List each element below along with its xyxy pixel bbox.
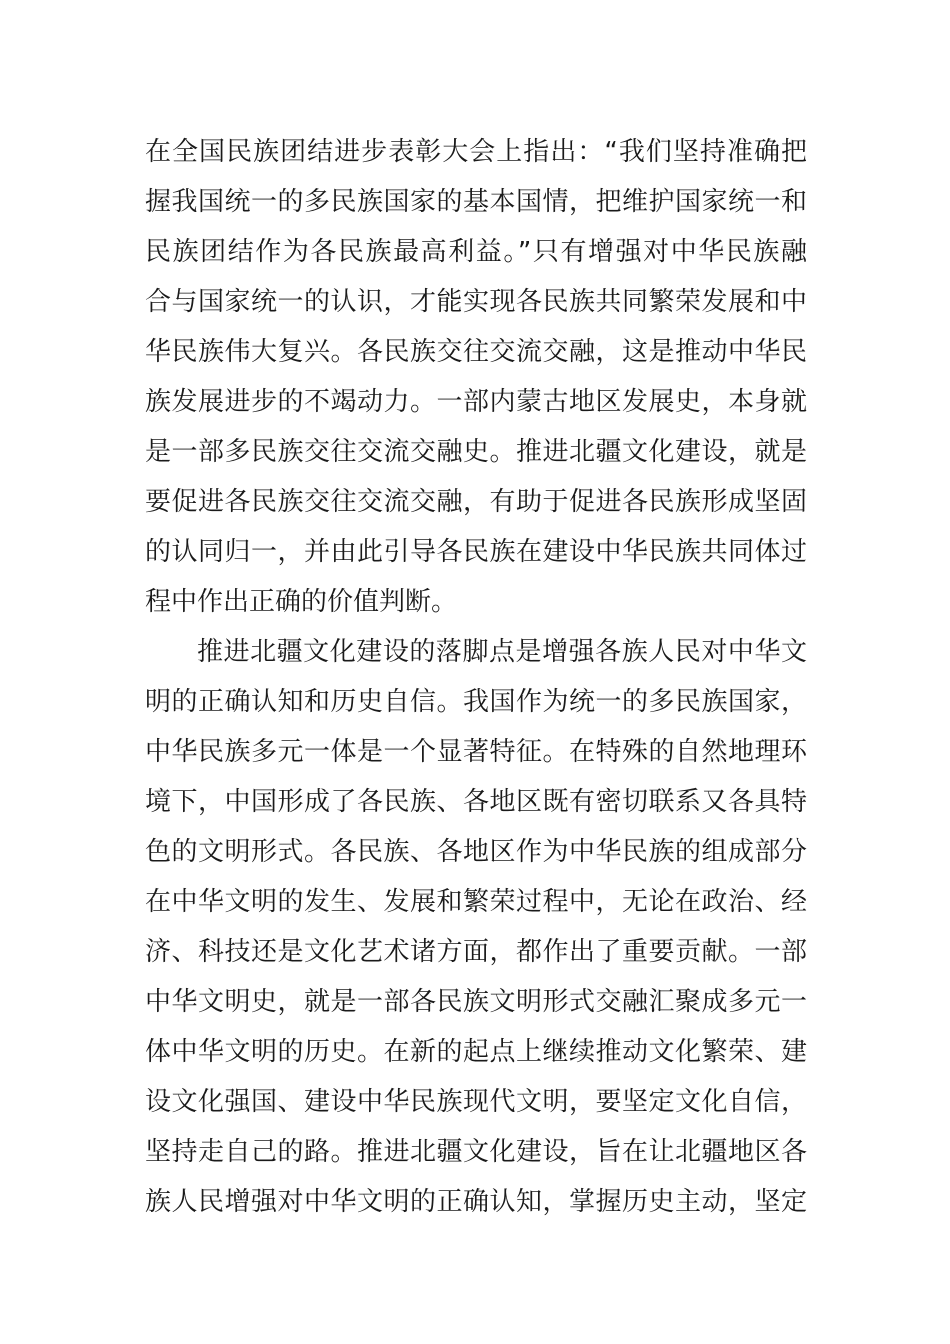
text-line: 的认同归一，并由此引导各民族在建设中华民族共同体过	[145, 537, 807, 567]
text-line: 色的文明形式。各民族、各地区作为中华民族的组成部分	[145, 837, 807, 867]
text-line: 民族团结作为各民族最高利益。”只有增强对中华民族融	[145, 237, 807, 267]
text-line: 坚持走自己的路。推进北疆文化建设，旨在让北疆地区各	[145, 1137, 807, 1167]
text-line: 设文化强国、建设中华民族现代文明，要坚定文化自信，	[145, 1087, 807, 1117]
paragraph-1	[145, 127, 807, 627]
document-body	[145, 127, 807, 1227]
text-line: 是一部多民族交往交流交融史。推进北疆文化建设，就是	[145, 437, 807, 467]
text-line: 体中华文明的历史。在新的起点上继续推动文化繁荣、建	[145, 1037, 807, 1067]
text-line: 明的正确认知和历史自信。我国作为统一的多民族国家，	[145, 687, 807, 717]
text-line: 在中华文明的发生、发展和繁荣过程中，无论在政治、经	[145, 887, 807, 917]
text-line: 在全国民族团结进步表彰大会上指出：“我们坚持准确把	[145, 137, 807, 167]
text-line: 华民族伟大复兴。各民族交往交流交融，这是推动中华民	[145, 337, 807, 367]
text-line: 境下，中国形成了各民族、各地区既有密切联系又各具特	[145, 787, 807, 817]
paragraph-2	[145, 627, 807, 1227]
text-line: 中华民族多元一体是一个显著特征。在特殊的自然地理环	[145, 737, 807, 767]
text-line: 族发展进步的不竭动力。一部内蒙古地区发展史，本身就	[145, 387, 807, 417]
text-line: 握我国统一的多民族国家的基本国情，把维护国家统一和	[145, 187, 807, 217]
text-line: 中华文明史，就是一部各民族文明形式交融汇聚成多元一	[145, 987, 807, 1017]
text-line: 推进北疆文化建设的落脚点是增强各族人民对中华文	[197, 637, 807, 667]
text-line: 族人民增强对中华文明的正确认知，掌握历史主动，坚定	[145, 1187, 807, 1217]
text-line: 合与国家统一的认识，才能实现各民族共同繁荣发展和中	[145, 287, 807, 317]
text-line: 程中作出正确的价值判断。	[145, 587, 458, 617]
text-line: 要促进各民族交往交流交融，有助于促进各民族形成坚固	[145, 487, 807, 517]
text-line: 济、科技还是文化艺术诸方面，都作出了重要贡献。一部	[145, 937, 807, 967]
